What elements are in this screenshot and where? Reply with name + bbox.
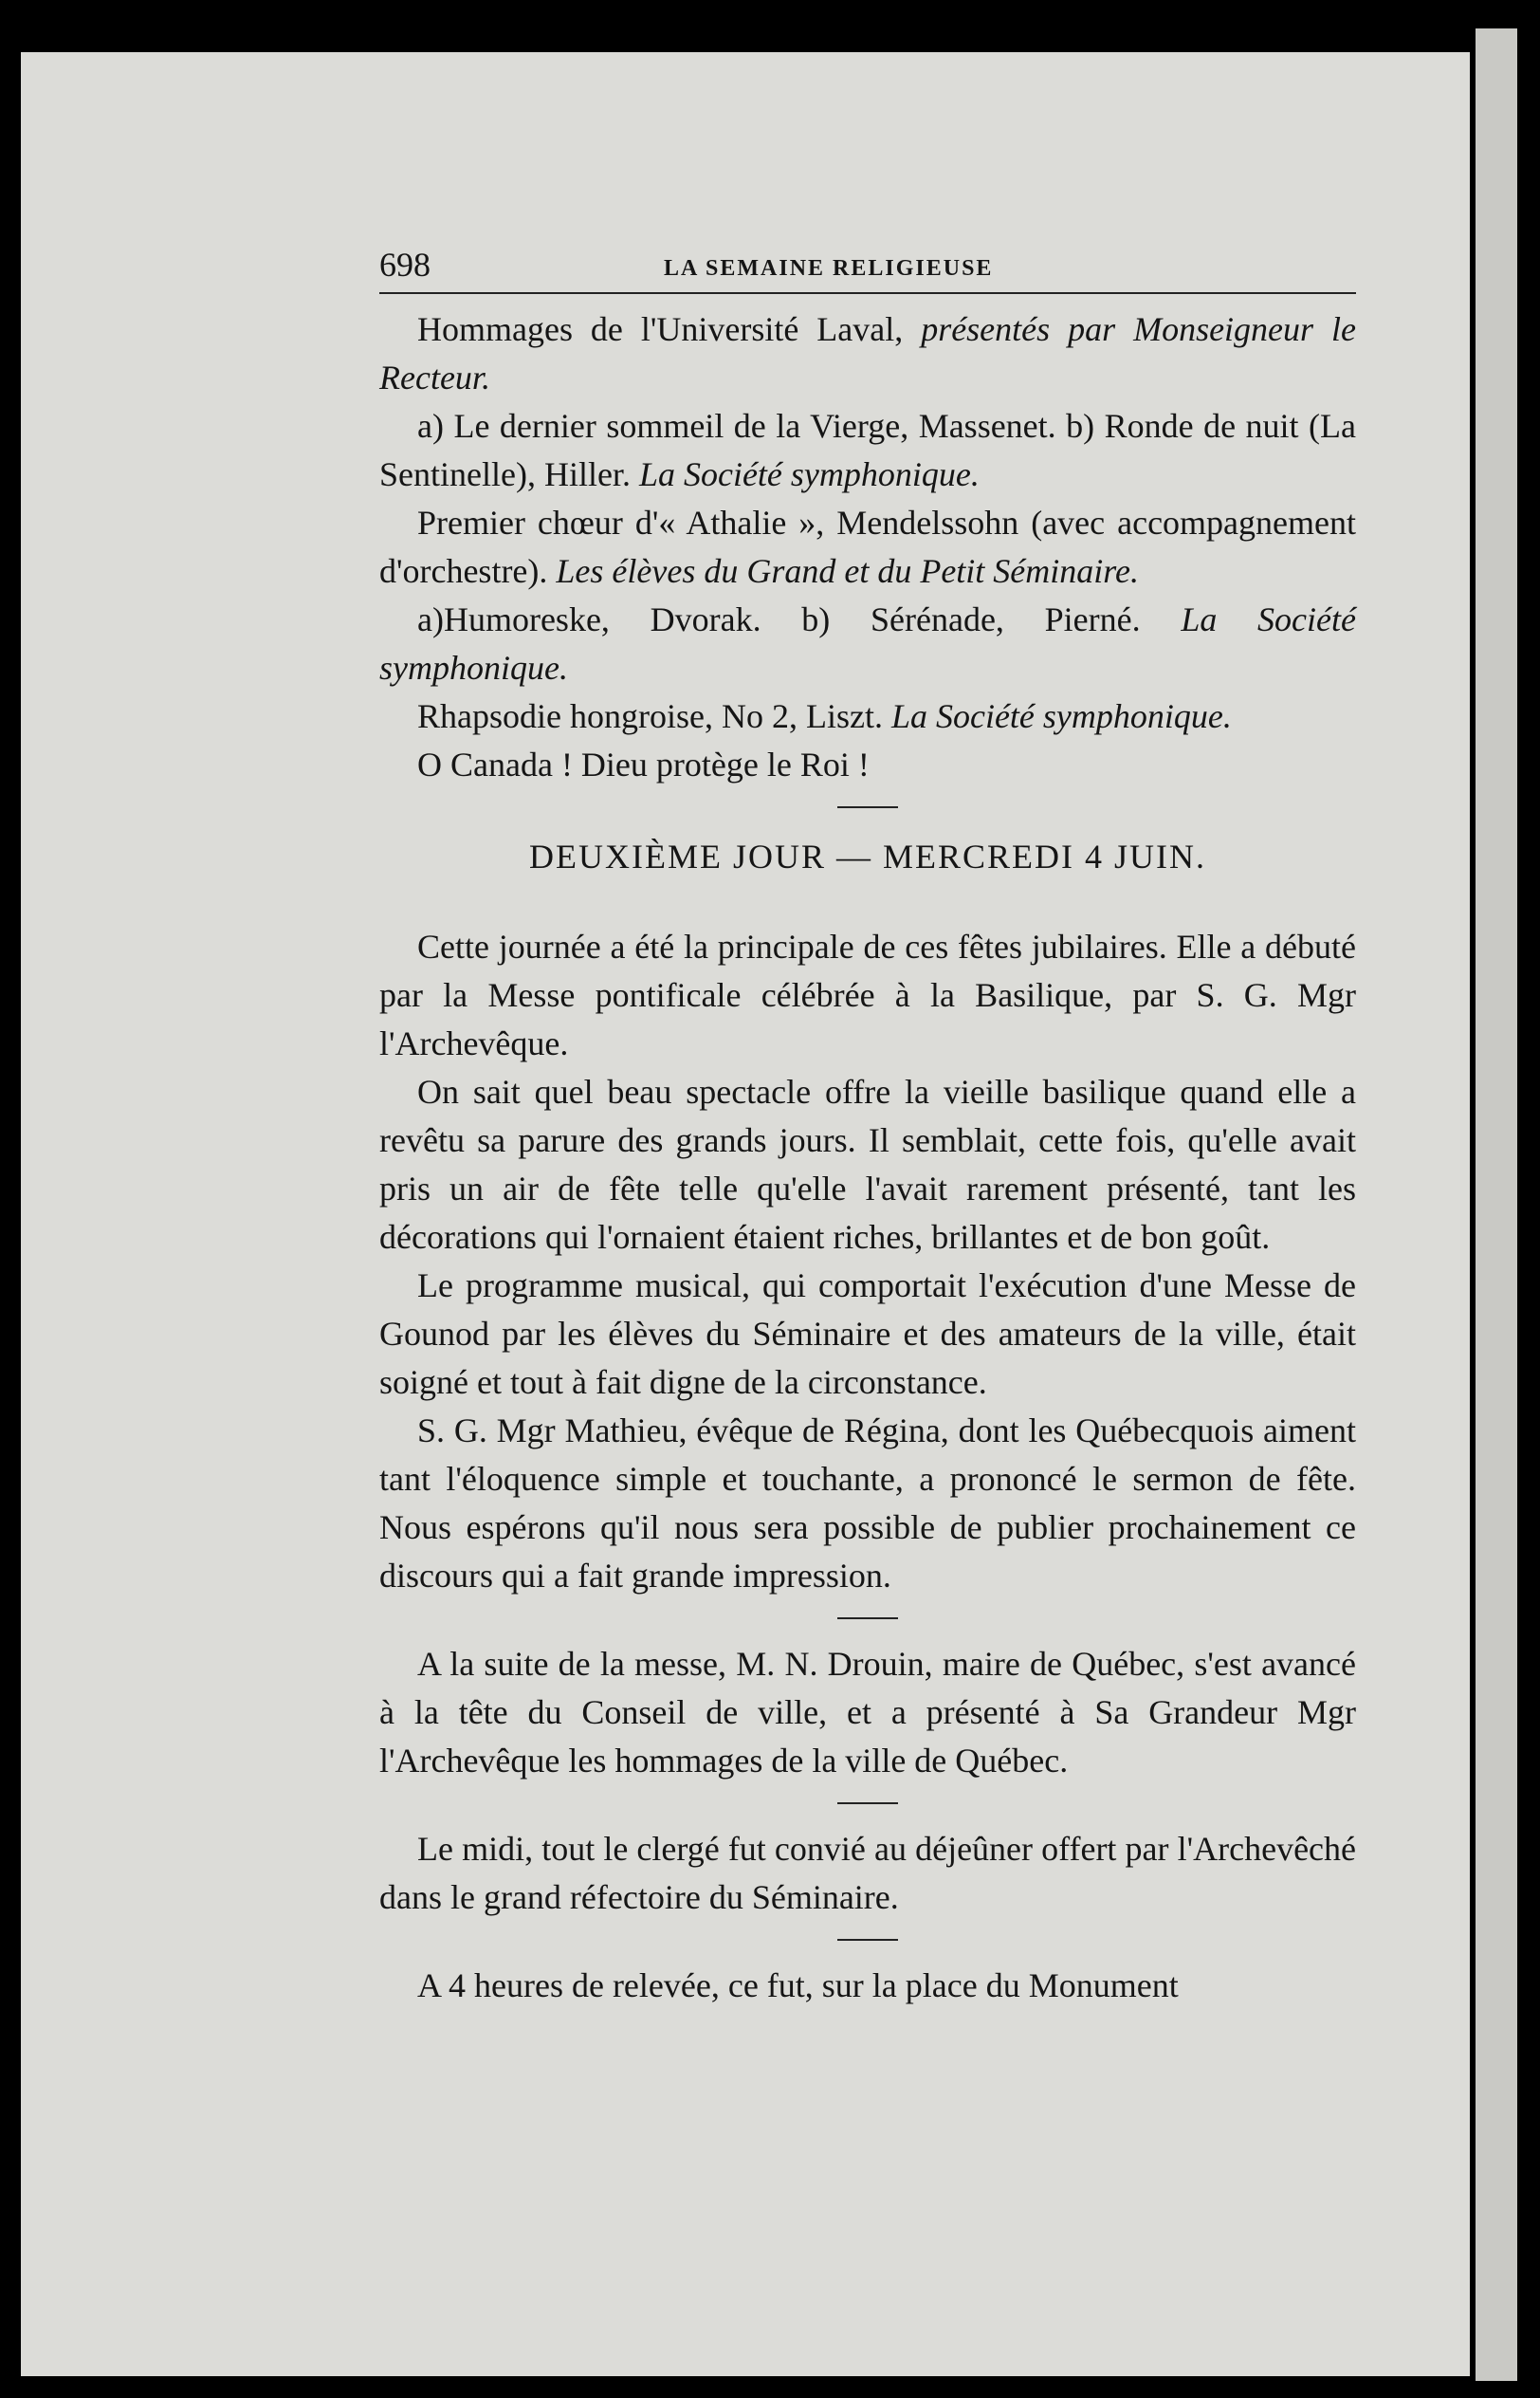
paragraph: S. G. Mgr Mathieu, évêque de Régina, dont les Québecquois aiment tant l'éloquence simple et touchante, a prononcé le sermon de fête. Nous espérons qu'il nous sera possible de publier prochainement ce discours qui a fait grande impression.	[379, 1411, 1356, 1595]
adjacent-page-edge	[1476, 28, 1523, 2381]
section-title: DEUXIÈME JOUR — MERCREDI 4 JUIN.	[529, 838, 1206, 876]
page-number: 698	[379, 246, 431, 284]
paragraph: On sait quel beau spectacle offre la vieille basilique quand elle a revêtu sa parure des grands jours. Il semblait, cette fois, qu'elle avait pris un air de fête telle qu'elle l'avait rarement présenté, tant les décorations qui l'ornaient étaient riches, brillantes et de bon goût.	[379, 1073, 1356, 1256]
program-item: Rhapsodie hongroise, No 2, Liszt. La Société symphonique.	[417, 697, 1232, 735]
paragraph: A 4 heures de relevée, ce fut, sur la place du Monument	[417, 1966, 1179, 2004]
page-content	[379, 233, 1356, 2010]
paragraph: Le midi, tout le clergé fut convié au déjeûner offert par l'Archevêché dans le grand réfectoire du Séminaire.	[379, 1830, 1356, 1916]
separator-rule	[837, 1939, 898, 1941]
separator-rule	[837, 1617, 898, 1619]
separator-rule	[837, 1802, 898, 1804]
program-item: Premier chœur d'« Athalie », Mendelssohn (avec accompagnement d'orchestre). Les élèves du Grand et du Petit Séminaire.	[379, 504, 1356, 590]
running-title: LA SEMAINE RELIGIEUSE	[664, 256, 994, 281]
program-item: a) Le dernier sommeil de la Vierge, Massenet. b) Ronde de nuit (La Sentinelle), Hiller. La Société symphonique.	[379, 407, 1356, 493]
separator-rule	[837, 806, 898, 808]
program-item: O Canada ! Dieu protège le Roi !	[417, 746, 870, 784]
paragraph: Le programme musical, qui comportait l'exécution d'une Messe de Gounod par les élèves du Séminaire et des amateurs de la ville, était soigné et tout à fait digne de la circonstance.	[379, 1266, 1356, 1401]
paragraph: A la suite de la messe, M. N. Drouin, maire de Québec, s'est avancé à la tête du Conseil de ville, et a présenté à Sa Grandeur Mgr l'Archevêque les hommages de la ville de Québec.	[379, 1645, 1356, 1780]
program-item: a)Humoreske, Dvorak. b) Sérénade, Pierné. La Société symphonique.	[379, 600, 1356, 687]
running-head	[379, 233, 1356, 294]
program-list	[379, 305, 1356, 789]
program-item: Hommages de l'Université Laval, présentés par Monseigneur le Recteur.	[379, 310, 1356, 397]
paragraph: Cette journée a été la principale de ces fêtes jubilaires. Elle a débuté par la Messe pontificale célébrée à la Basilique, par S. G. Mgr l'Archevêque.	[379, 928, 1356, 1062]
scan-border	[1517, 28, 1540, 2381]
